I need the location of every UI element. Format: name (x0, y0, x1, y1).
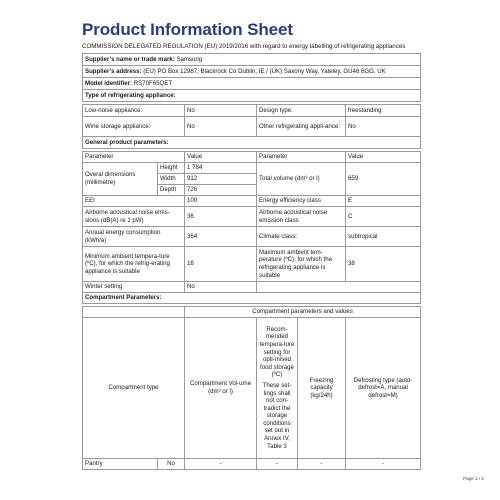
energy-consumption-value: 364 (185, 227, 257, 247)
defrosting-type-header: Defrosting type (auto-defrost=A, manual defrost=M) (346, 318, 421, 459)
product-information-sheet (82, 20, 420, 470)
freezing-capacity-header: Freezing capacity (kg/24h) (298, 318, 346, 459)
param-header-2: Parameter (257, 152, 346, 163)
max-temp-label: Maximum ambient tem-perature (ºC), for which the refrigerating appliance is suitable (257, 247, 346, 282)
climate-class-value: subtropical (346, 227, 421, 247)
compartment-section-row (83, 293, 421, 304)
compartment-volume: - (185, 459, 257, 470)
type-table (82, 104, 421, 149)
temperature-row (83, 247, 421, 282)
compartment-name: Pantry (83, 459, 158, 470)
design-type-label: Design type: (257, 105, 346, 117)
dims-row-height (83, 163, 421, 174)
noise-class-value: C (346, 207, 421, 227)
model-label: Model identifier: (85, 79, 133, 87)
width-value: 912 (185, 174, 257, 185)
design-type-value: freestanding (346, 105, 421, 117)
supplier-address-value: (EU) PO Box 12987, Blackrock Co Dublin, IE / (UK) Saxony Way, Yateley, GU46 6GG, UK (143, 67, 386, 75)
winter-row (83, 282, 421, 293)
noise-label: Airborne acoustical noise emis-sions (dB(A) re 1 pW) (83, 207, 185, 227)
empty-cell (257, 282, 421, 293)
low-noise-value: No (185, 105, 257, 117)
model-value: RS70F65QET (133, 79, 173, 87)
compartment-column-headers (83, 318, 421, 459)
compartment-freezing: - (298, 459, 346, 470)
energy-row (83, 227, 421, 247)
climate-class-label: Climate class: (257, 227, 346, 247)
general-section-row (83, 137, 421, 149)
depth-value: 726 (185, 185, 257, 196)
table-row (83, 459, 421, 470)
max-temp-value: 38 (346, 247, 421, 282)
noise-row (83, 207, 421, 227)
dimensions-label: Overal dimensions (millimetre) (83, 163, 158, 196)
min-temp-value: 16 (185, 247, 257, 282)
type-row-1 (83, 105, 421, 117)
winter-setting-value: No (185, 282, 257, 293)
type-section-row (83, 90, 421, 102)
blank-header-cell (83, 307, 185, 318)
param-header: Parameter (83, 152, 185, 163)
compartment-temp: - (257, 459, 298, 470)
supplier-address-row (83, 66, 421, 78)
compartment-table (82, 306, 421, 470)
compartment-section-heading: Compartment Parameters: (83, 293, 421, 304)
supplier-name-row (83, 54, 421, 66)
compartment-volume-header: Compartment Vol-ume (dm³ or l) (185, 318, 257, 459)
type-section-heading: Type of refrigerating appliance: (83, 90, 421, 102)
general-header-row (83, 152, 421, 163)
min-temp-label: Minimum ambient tempera-ture (ºC), for which the refrig-erating appliance is suitable (83, 247, 185, 282)
model-row (83, 78, 421, 90)
noise-class-label: Airborne acoustical noise emission class (257, 207, 346, 227)
supplier-name-label: Supplier’s name or trade mark: (85, 55, 175, 63)
energy-class-value: E (346, 196, 421, 207)
recommended-temp-text: Recom-mended tempera-ture setting for opti-mised food storage (ºC) (259, 325, 295, 379)
depth-label: Depth (158, 185, 185, 196)
wine-storage-value: No (185, 117, 257, 137)
other-appliance-label: Other refrigerating appli-ance: (257, 117, 346, 137)
energy-class-label: Energy efficiency class (257, 196, 346, 207)
height-value: 1 784 (185, 163, 257, 174)
general-parameters-table (82, 151, 421, 304)
recommended-temp-header (257, 318, 298, 459)
other-appliance-value: No (346, 117, 421, 137)
eei-row (83, 196, 421, 207)
general-section-heading: General product parameters: (83, 137, 421, 149)
value-header: Value (185, 152, 257, 163)
page-number: Page 1 / 2 (463, 476, 484, 481)
width-label: Width (158, 174, 185, 185)
height-label: Height (158, 163, 185, 174)
storage-conditions-text: These set-tings shall not con-tradict the storage conditions set out in Annex IV, Table 3 (262, 381, 292, 450)
winter-setting-label: Winter setting (83, 282, 185, 293)
compartment-group-header: Compartment parameters and values (185, 307, 421, 318)
compartment-present: No (158, 459, 185, 470)
supplier-name-value: Samsung (176, 55, 203, 63)
value-header-2: Value (346, 152, 421, 163)
supplier-address-label: Supplier’s address: (85, 67, 142, 75)
energy-consumption-label: Annual energy consumption (kWh/a) (83, 227, 185, 247)
compartment-defrost: - (346, 459, 421, 470)
page-title: Product Information Sheet (82, 20, 293, 39)
regulation-text: COMMISSION DELEGATED REGULATION (EU) 2019/2016 with regard to energy labelling of refrigerating appliances (82, 43, 406, 50)
noise-value: 36 (185, 207, 257, 227)
type-row-2 (83, 117, 421, 137)
compartment-type-header: Compartment type (83, 318, 185, 459)
compartment-group-header-row (83, 307, 421, 318)
eei-value: 100 (185, 196, 257, 207)
supplier-table (82, 53, 421, 102)
total-volume-value: 659 (346, 163, 421, 196)
wine-storage-label: Wine storage appliance: (83, 117, 185, 137)
low-noise-label: Low-noise appliance: (83, 105, 185, 117)
eei-label: EEI (83, 196, 185, 207)
total-volume-label: Total volume (dm³ or l) (257, 163, 346, 196)
